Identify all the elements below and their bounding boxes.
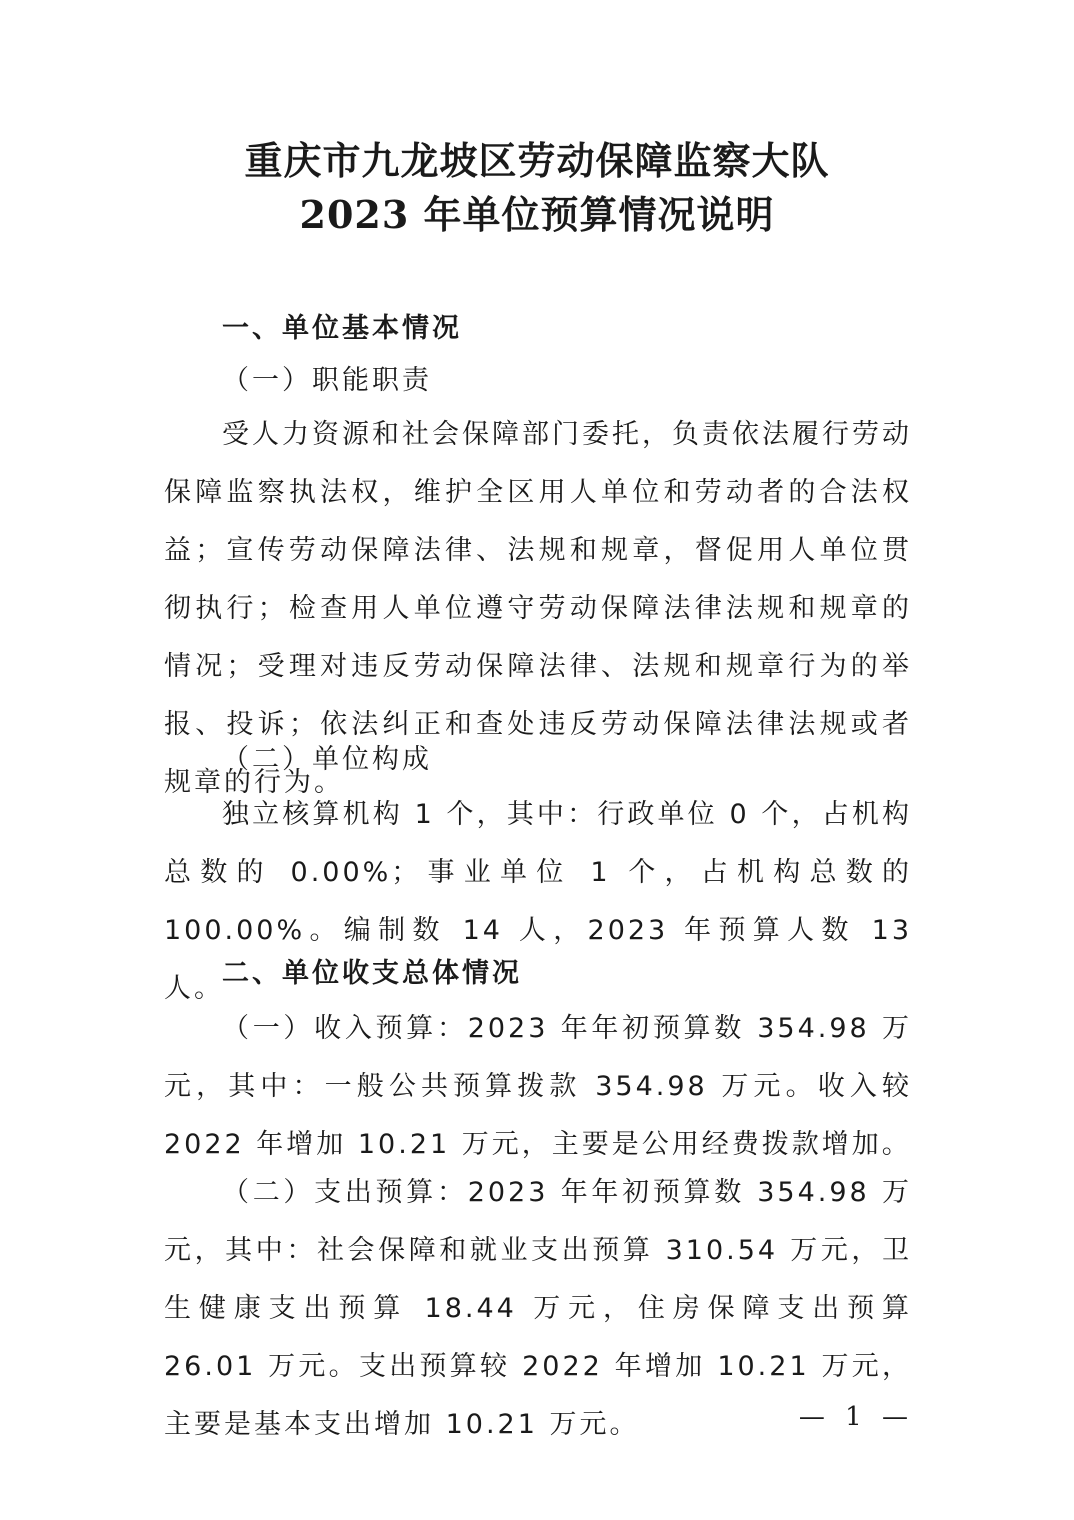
- section-heading-basic-info: 一、单位基本情况: [222, 313, 462, 344]
- subsection-heading-functions: （一）职能职责: [222, 365, 432, 396]
- income-budget-label: （一）收入预算：: [222, 1013, 468, 1044]
- expense-budget-label: （二）支出预算：: [222, 1177, 468, 1208]
- expense-budget-text: 2023 年年初预算数 354.98 万元，其中：社会保障和就业支出预算 310.54 万元，卫生健康支出预算 18.44 万元，住房保障支出预算 26.01 万元。支出预算较 2022 年增加 10.21 万元，主要是基本支出增加 10.21 万元。: [164, 1177, 913, 1440]
- paragraph-composition: 独立核算机构 1 个，其中：行政单位 0 个，占机构总数的 0.00%；事业单位 1 个，占机构总数的 100.00%。编制数 14 人，2023 年预算人数 13 人。: [164, 799, 912, 1004]
- paragraph-functions: 受人力资源和社会保障部门委托，负责依法履行劳动保障监察执法权，维护全区用人单位和劳动者的合法权益；宣传劳动保障法律、法规和规章，督促用人单位贯彻执行；检查用人单位遵守劳动保障法律法规和规章的情况；受理对违反劳动保障法律、法规和规章行为的举报、投诉；依法纠正和查处违反劳动保障法律法规或者规章的行为。: [164, 419, 912, 798]
- section-heading-budget-overview: 二、单位收支总体情况: [222, 958, 522, 989]
- document-title-line1: 重庆市九龙坡区劳动保障监察大队: [244, 138, 830, 183]
- paragraph-income-budget: [164, 1000, 912, 1174]
- subsection-heading-composition: （二）单位构成: [222, 744, 432, 775]
- income-budget-text: 2023 年年初预算数 354.98 万元，其中：一般公共预算拨款 354.98 万元。收入较 2022 年增加 10.21 万元，主要是公用经费拨款增加。: [164, 1013, 913, 1160]
- page-number: — 1 —: [798, 1402, 914, 1432]
- document-title-line2: 2023 年单位预算情况说明: [299, 192, 775, 237]
